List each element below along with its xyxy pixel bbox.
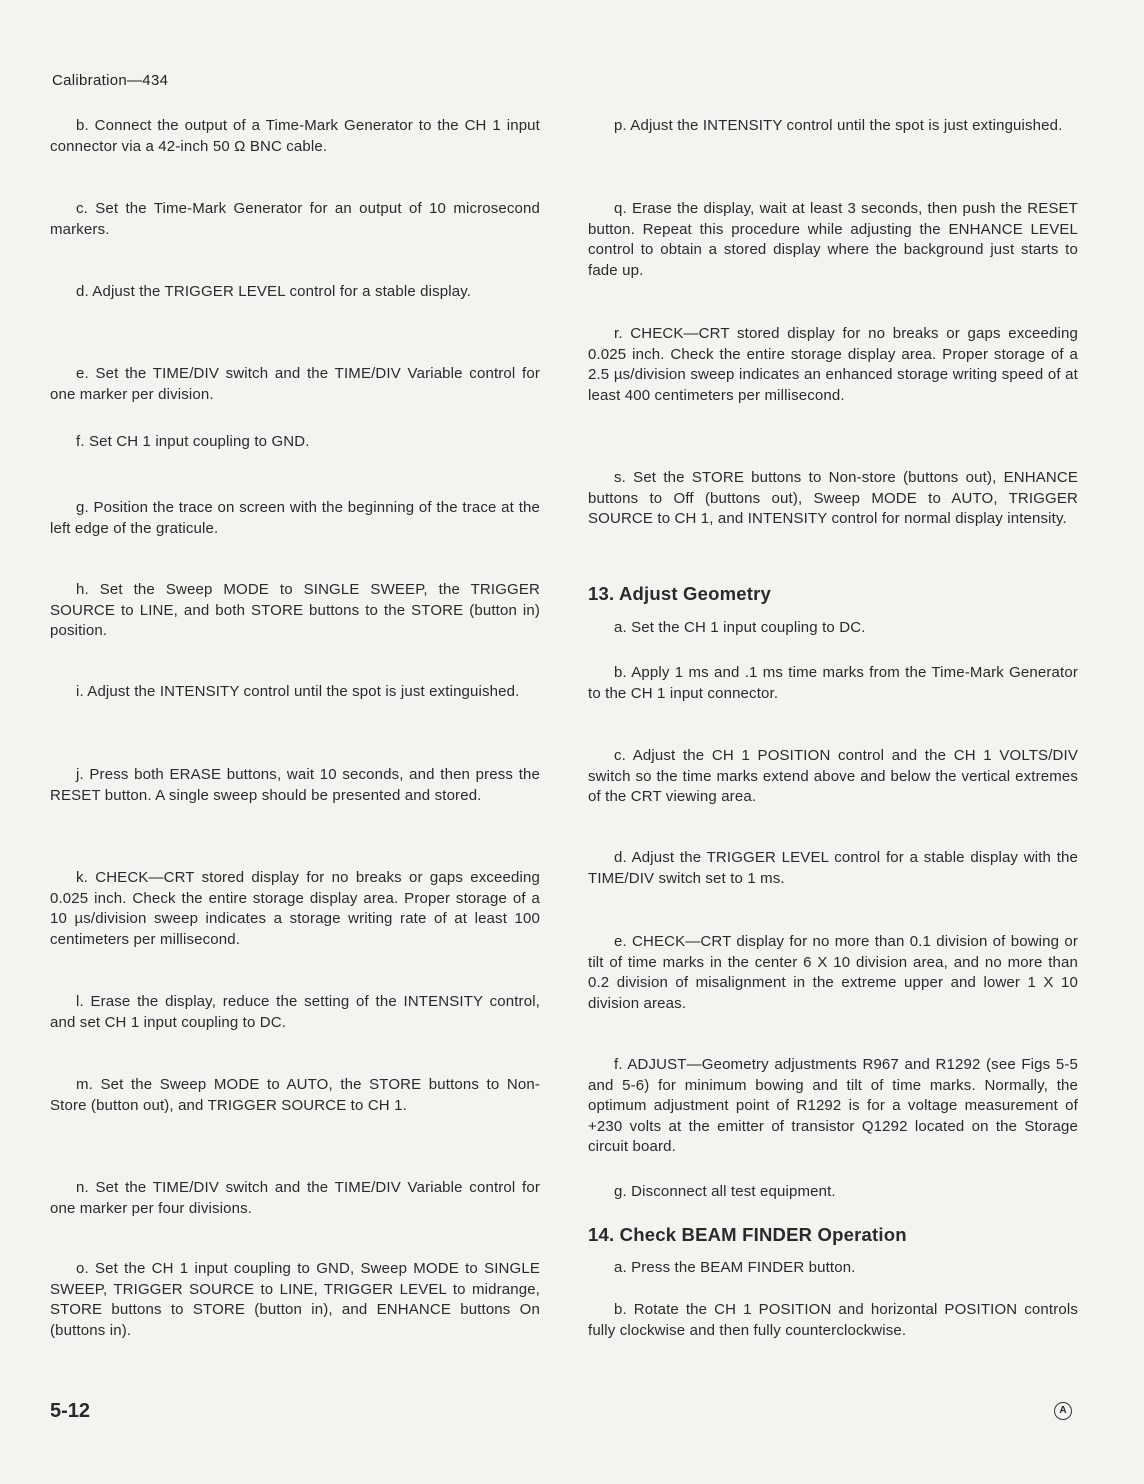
geometry-step-d: d. Adjust the TRIGGER LEVEL control for a stable display with the TIME/DIV switch set to 1 ms.	[588, 849, 1078, 887]
geometry-step-b: b. Apply 1 ms and .1 ms time marks from the Time-Mark Generator to the CH 1 input connector.	[588, 664, 1078, 702]
geometry-step-g: g. Disconnect all test equipment.	[614, 1183, 836, 1200]
step-c: c. Set the Time-Mark Generator for an output of 10 microsecond markers.	[50, 200, 540, 238]
step-b: b. Connect the output of a Time-Mark Generator to the CH 1 input connector via a 42-inch 50 Ω BNC cable.	[50, 117, 540, 155]
page-number: 5-12	[50, 1400, 91, 1422]
beam-finder-step-b: b. Rotate the CH 1 POSITION and horizontal POSITION controls fully clockwise and then fully counterclockwise.	[588, 1301, 1078, 1339]
step-n: n. Set the TIME/DIV switch and the TIME/DIV Variable control for one marker per four divisions.	[50, 1179, 540, 1217]
geometry-step-e: e. CHECK—CRT display for no more than 0.1 division of bowing or tilt of time marks in the center 6 X 10 division area, and no more than 0.2 division of misalignment in the extreme upper and lower 1 X 10 division areas.	[588, 933, 1078, 1012]
page-header: Calibration—434	[52, 72, 169, 89]
geometry-step-a: a. Set the CH 1 input coupling to DC.	[614, 619, 866, 636]
step-s: s. Set the STORE buttons to Non-store (buttons out), ENHANCE buttons to Off (buttons out), Sweep MODE to AUTO, TRIGGER SOURCE to CH 1, and INTENSITY control for normal display intensity.	[588, 469, 1078, 528]
step-j: j. Press both ERASE buttons, wait 10 seconds, and then press the RESET button. A single sweep should be presented and stored.	[50, 766, 540, 804]
step-m: m. Set the Sweep MODE to AUTO, the STORE buttons to Non-Store (button out), and TRIGGER SOURCE to CH 1.	[50, 1076, 540, 1114]
step-h: h. Set the Sweep MODE to SINGLE SWEEP, the TRIGGER SOURCE to LINE, and both STORE buttons to the STORE (button in) position.	[50, 581, 540, 640]
revision-mark: A	[1054, 1402, 1072, 1420]
step-e: e. Set the TIME/DIV switch and the TIME/DIV Variable control for one marker per division.	[50, 365, 540, 403]
beam-finder-step-a: a. Press the BEAM FINDER button.	[614, 1259, 856, 1276]
step-r: r. CHECK—CRT stored display for no breaks or gaps exceeding 0.025 inch. Check the entire storage display area. Proper storage of a 2.5 µs/division sweep indicates an enhanced storage writing speed of at least 400 centimeters per millisecond.	[588, 325, 1078, 404]
step-i: i. Adjust the INTENSITY control until the spot is just extinguished.	[76, 683, 520, 700]
step-q: q. Erase the display, wait at least 3 seconds, then push the RESET button. Repeat this procedure while adjusting the ENHANCE LEVEL control to obtain a stored display where the background just starts to fade up.	[588, 200, 1078, 279]
step-k: k. CHECK—CRT stored display for no breaks or gaps exceeding 0.025 inch. Check the entire storage display area. Proper storage of a 10 µs/division sweep indicates a storage writing rate of at least 100 centimeters per millisecond.	[50, 869, 540, 948]
step-o: o. Set the CH 1 input coupling to GND, Sweep MODE to SINGLE SWEEP, TRIGGER SOURCE to LINE, TRIGGER LEVEL to midrange, STORE buttons to STORE (button in), and ENHANCE buttons On (buttons in).	[50, 1260, 540, 1339]
section-13-heading: 13. Adjust Geometry	[588, 583, 772, 604]
geometry-step-f: f. ADJUST—Geometry adjustments R967 and R1292 (see Figs 5-5 and 5-6) for minimum bowing and tilt of time marks. Normally, the optimum adjustment point of R1292 is for a voltage measurement of +230 volts at the emitter of transistor Q1292 located on the Storage circuit board.	[588, 1056, 1078, 1156]
step-d: d. Adjust the TRIGGER LEVEL control for a stable display.	[76, 283, 472, 300]
step-l: l. Erase the display, reduce the setting of the INTENSITY control, and set CH 1 input coupling to DC.	[50, 993, 540, 1031]
step-p: p. Adjust the INTENSITY control until the spot is just extinguished.	[614, 117, 1063, 134]
step-f: f. Set CH 1 input coupling to GND.	[76, 433, 310, 450]
step-g: g. Position the trace on screen with the beginning of the trace at the left edge of the graticule.	[50, 499, 540, 537]
geometry-step-c: c. Adjust the CH 1 POSITION control and the CH 1 VOLTS/DIV switch so the time marks extend above and below the vertical extremes of the CRT viewing area.	[588, 747, 1078, 806]
section-14-heading: 14. Check BEAM FINDER Operation	[588, 1224, 907, 1245]
